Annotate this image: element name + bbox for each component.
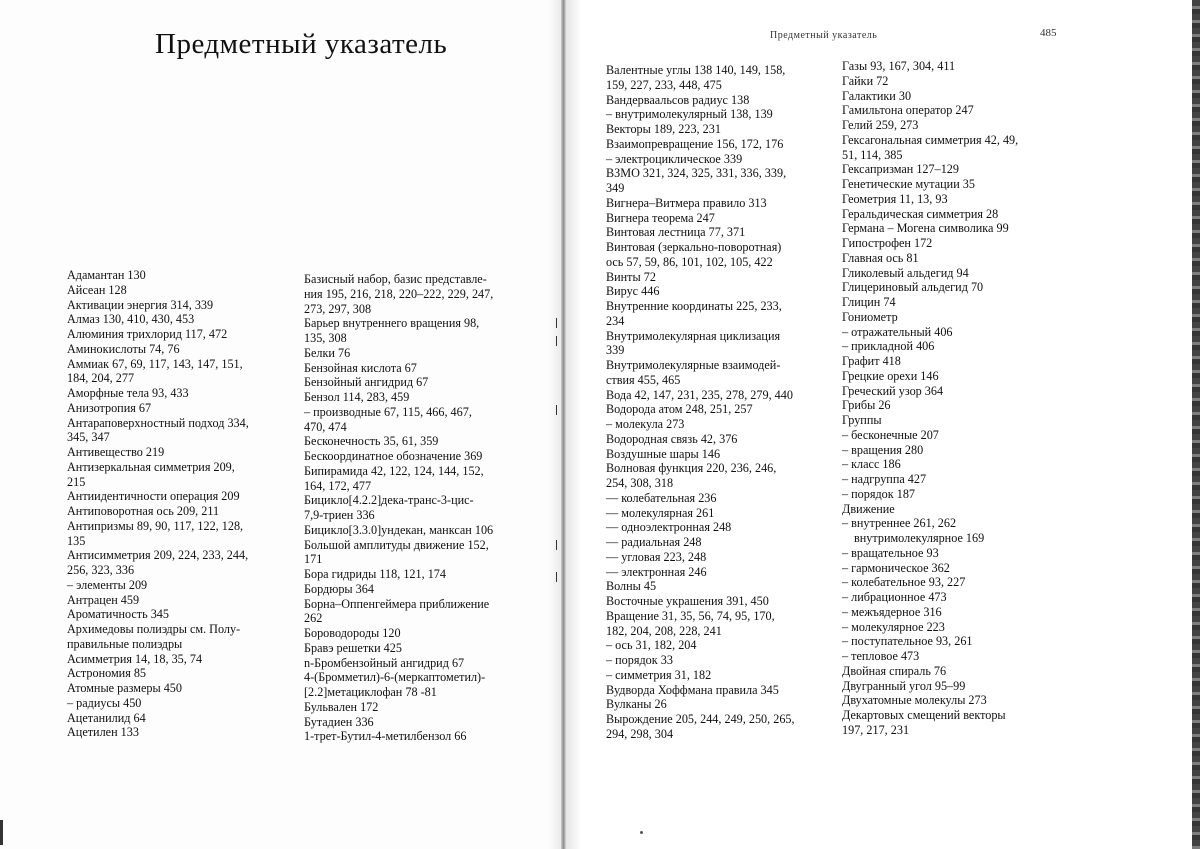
index-subentry: – радиусы 450 [67, 695, 142, 710]
index-subentry: – симметрия 31, 182 [606, 667, 712, 682]
index-subentry: – внутримолекулярный 138, 139 [606, 107, 773, 122]
index-subentry: –– угловая 223, 248 [606, 549, 707, 564]
scan-mark [556, 540, 557, 550]
index-entry: Барьер внутреннего вращения 98, [304, 316, 480, 331]
index-subentry: – электроциклическое 339 [606, 151, 743, 166]
index-entry: Борна–Оппенгеймера приближение [304, 596, 490, 611]
index-subentry: –– молекулярная 261 [606, 505, 715, 520]
index-entry-continuation: 171 [304, 552, 323, 567]
scan-mark [556, 336, 557, 346]
index-entry: Бензойная кислота 67 [304, 360, 417, 375]
index-entry: Адамантан 130 [67, 268, 146, 282]
index-entry: Вода 42, 147, 231, 235, 278, 279, 440 [606, 387, 793, 402]
index-column-1 [67, 268, 287, 740]
index-entry: Аминокислоты 74, 76 [67, 341, 180, 356]
index-entry-continuation: 234 [606, 313, 625, 328]
index-entry: Вигнера–Витмера правило 313 [606, 195, 767, 210]
index-entry: Антисимметрия 209, 224, 233, 244, [67, 548, 249, 563]
index-subentry: – элементы 209 [67, 577, 148, 592]
index-entry: Двойная спираль 76 [842, 663, 947, 678]
index-subentry: – порядок 187 [842, 486, 916, 501]
index-entry: Газы 93, 167, 304, 411 [842, 59, 956, 73]
index-subentry: – прикладной 406 [842, 339, 935, 354]
index-entry: Глицериновый альдегид 70 [842, 280, 984, 295]
index-subentry: – молекулярное 223 [842, 619, 945, 634]
index-entry: Бицикло[4.2.2]дека-транс-3-цис- [304, 493, 474, 508]
index-subentry: – тепловое 473 [842, 649, 920, 663]
index-entry: Атомные размеры 450 [67, 681, 182, 695]
index-subentry: – порядок 33 [606, 653, 673, 667]
index-entry: Внутримолекулярная циклизация [606, 328, 781, 343]
index-subentry: – класс 186 [842, 457, 901, 472]
index-entry: Антипризмы 89, 90, 117, 122, 128, [67, 518, 244, 533]
index-entry: Внутренние координаты 225, 233, [606, 299, 782, 313]
index-column-4 [842, 59, 1070, 738]
index-entry: Бипирамида 42, 122, 124, 144, 152, [304, 463, 484, 478]
index-entry: Большой амплитуды движение 152, [304, 537, 489, 552]
index-entry: Грецкие орехи 146 [842, 368, 939, 383]
index-entry: Аммиак 67, 69, 117, 143, 147, 151, [67, 356, 243, 371]
index-column-2 [304, 272, 526, 744]
index-entry-continuation: 182, 204, 208, 228, 241 [606, 623, 722, 638]
index-entry: Гексагональная симметрия 42, 49, [842, 132, 1019, 147]
index-entry: Декартовых смещений векторы [842, 708, 1006, 722]
index-entry-continuation: [2.2]метациклофан 78 -81 [304, 685, 437, 699]
index-entry: Бицикло[3.3.0]ундекан, манксан 106 [304, 522, 494, 537]
index-column-3 [606, 63, 830, 742]
index-entry: Бордюры 364 [304, 581, 374, 596]
index-entry-continuation: 135 [67, 533, 86, 548]
index-subentry: – бесконечные 207 [842, 427, 939, 442]
index-entry: Графит 418 [842, 354, 901, 368]
index-subentry: – межъядерное 316 [842, 604, 942, 619]
index-entry: Бороводороды 120 [304, 626, 401, 640]
index-entry: Гексапризман 127–129 [842, 162, 959, 177]
index-entry-continuation: 273, 297, 308 [304, 301, 372, 316]
index-subentry: внутримолекулярное 169 [854, 531, 985, 545]
index-subentry: – внутреннее 261, 262 [842, 516, 957, 531]
scan-speck [640, 831, 643, 834]
index-entry-continuation: правильные полиэдры [67, 636, 183, 651]
index-entry-continuation: 345, 347 [67, 430, 110, 445]
page-number: 485 [1040, 27, 1057, 39]
index-entry: Антивещество 219 [67, 445, 165, 459]
index-entry: Алмаз 130, 410, 430, 453 [67, 312, 195, 327]
index-entry: Бесконечность 35, 61, 359 [304, 434, 439, 449]
index-entry: Анизотропия 67 [67, 400, 152, 415]
index-entry: Гамильтона оператор 247 [842, 103, 974, 118]
index-entry-continuation: ствия 455, 465 [606, 372, 681, 387]
index-subentry: – отражательный 406 [842, 324, 953, 339]
index-entry: Взаимопревращение 156, 172, 176 [606, 136, 784, 151]
index-entry: Гониометр [842, 309, 898, 324]
index-entry: Антараповерхностный подход 334, [67, 415, 249, 430]
index-entry: Вандерваальсов радиус 138 [606, 92, 750, 107]
index-subentry: – колебательное 93, 227 [842, 575, 966, 590]
page-title: Предметный указатель [155, 28, 448, 60]
index-entry: Германа – Могена символика 99 [842, 221, 1009, 236]
index-subentry: – ось 31, 182, 204 [606, 638, 697, 653]
index-entry: Астрономия 85 [67, 666, 147, 681]
scan-mark [556, 572, 557, 582]
index-entry: Ацетилен 133 [67, 725, 139, 740]
running-head: Предметный указатель [770, 30, 878, 41]
index-entry: Вирус 446 [606, 284, 660, 299]
index-entry: Винтовая (зеркально-поворотная) [606, 240, 782, 254]
index-entry: Бравэ решетки 425 [304, 640, 402, 655]
index-entry: Аморфные тела 93, 433 [67, 386, 189, 400]
gutter-shadow-left [548, 0, 562, 849]
index-entry: Двухатомные молекулы 273 [842, 693, 987, 708]
index-entry: Антиидентичности операция 209 [67, 489, 240, 504]
index-entry: Антрацен 459 [67, 592, 140, 607]
index-entry: Валентные углы 138 140, 149, 158, [606, 63, 786, 77]
index-subentry: –– колебательная 236 [606, 490, 717, 505]
index-subentry: – гармоническое 362 [842, 560, 950, 575]
index-subentry: – надгруппа 427 [842, 472, 927, 486]
index-entry: Группы [842, 413, 882, 427]
index-entry: 1-трет-Бутил-4-метилбензол 66 [304, 729, 467, 744]
index-entry: Бутадиен 336 [304, 714, 374, 729]
index-entry: Вудворда Хоффмана правила 345 [606, 682, 779, 697]
index-subentry: –– электронная 246 [606, 564, 707, 579]
index-entry-continuation: 294, 298, 304 [606, 726, 674, 741]
left-page [0, 0, 562, 849]
index-entry: Генетические мутации 35 [842, 177, 975, 191]
index-entry: Гелий 259, 273 [842, 118, 919, 132]
index-entry: Антиповоротная ось 209, 211 [67, 504, 220, 518]
index-entry: Вулканы 26 [606, 697, 667, 712]
index-entry: Греческий узор 364 [842, 383, 944, 398]
index-entry: Гликолевый альдегид 94 [842, 265, 969, 280]
index-subentry: – поступательное 93, 261 [842, 634, 973, 649]
index-entry-continuation: 51, 114, 385 [842, 147, 903, 162]
index-entry-continuation: 135, 308 [304, 331, 347, 345]
index-entry-continuation: 184, 204, 277 [67, 371, 135, 386]
page-edge-right [1192, 0, 1200, 849]
index-entry: Водорода атом 248, 251, 257 [606, 402, 753, 417]
index-entry: Галактики 30 [842, 88, 912, 103]
index-entry-continuation: 215 [67, 474, 86, 489]
index-entry: Восточные украшения 391, 450 [606, 594, 769, 608]
index-subentry: – молекула 273 [606, 417, 685, 431]
index-entry-continuation: 349 [606, 181, 625, 195]
page-edge-left [0, 820, 3, 845]
index-entry-continuation: 254, 308, 318 [606, 476, 674, 490]
index-entry: Винты 72 [606, 269, 656, 284]
index-subentry: –– одноэлектронная 248 [606, 520, 732, 535]
index-entry: Винтовая лестница 77, 371 [606, 225, 746, 240]
index-entry: n-Бромбензойный ангидрид 67 [304, 655, 465, 670]
index-entry: Движение [842, 501, 895, 516]
scan-mark [556, 318, 557, 328]
index-entry: Антизеркальная симметрия 209, [67, 459, 235, 474]
index-entry-continuation: 256, 323, 336 [67, 563, 135, 577]
index-entry: Бензол 114, 283, 459 [304, 390, 410, 404]
index-subentry: – вращательное 93 [842, 545, 939, 560]
index-entry: Вырождение 205, 244, 249, 250, 265, [606, 712, 795, 726]
index-entry: Внутримолекулярные взаимодей- [606, 358, 781, 372]
index-entry: Глицин 74 [842, 295, 896, 309]
index-entry-continuation: 470, 474 [304, 419, 347, 434]
index-entry: ВЗМО 321, 324, 325, 331, 336, 339, [606, 166, 787, 181]
index-subentry: –– радиальная 248 [606, 535, 702, 549]
index-entry: Бескоординатное обозначение 369 [304, 449, 483, 463]
index-entry: Главная ось 81 [842, 250, 919, 265]
index-entry: Алюминия трихлорид 117, 472 [67, 327, 228, 341]
scan-mark [556, 405, 557, 415]
index-entry: Ароматичность 345 [67, 607, 169, 622]
index-subentry: – производные 67, 115, 466, 467, [304, 404, 472, 419]
index-entry: Грибы 26 [842, 398, 891, 413]
index-entry: Бензойный ангидрид 67 [304, 375, 429, 390]
index-entry: Вигнера теорема 247 [606, 210, 715, 225]
index-entry: Бора гидриды 118, 121, 174 [304, 567, 446, 581]
index-entry-continuation: ось 57, 59, 86, 101, 102, 105, 422 [606, 254, 773, 269]
index-entry: Бульвален 172 [304, 699, 379, 714]
index-entry: Волны 45 [606, 579, 657, 594]
index-entry: Базисный набор, базис представле- [304, 272, 487, 286]
index-entry: Волновая функция 220, 236, 246, [606, 461, 777, 476]
index-entry: Асимметрия 14, 18, 35, 74 [67, 651, 203, 666]
index-entry: Ацетанилид 64 [67, 710, 146, 725]
index-subentry: – либрационное 473 [842, 590, 947, 604]
index-entry: Воздушные шары 146 [606, 446, 721, 461]
index-entry: Двугранный угол 95–99 [842, 678, 966, 693]
index-entry: Активации энергия 314, 339 [67, 297, 214, 312]
index-entry: Геометрия 11, 13, 93 [842, 191, 948, 206]
index-entry-continuation: ния 195, 216, 218, 220–222, 229, 247, [304, 286, 494, 301]
index-entry-continuation: 197, 217, 231 [842, 722, 910, 737]
index-subentry: – вращения 280 [842, 442, 924, 457]
index-entry: Вращение 31, 35, 56, 74, 95, 170, [606, 608, 775, 623]
index-entry-continuation: 339 [606, 343, 625, 358]
index-entry: Архимедовы полиэдры см. Полу- [67, 622, 241, 636]
index-entry: Геральдическая симметрия 28 [842, 206, 999, 221]
index-entry-continuation: 164, 172, 477 [304, 478, 372, 493]
index-entry: Айсеан 128 [67, 282, 127, 297]
index-entry-continuation: 159, 227, 233, 448, 475 [606, 77, 722, 92]
index-entry: Водородная связь 42, 376 [606, 431, 738, 446]
index-entry: Белки 76 [304, 345, 351, 360]
index-entry-continuation: 262 [304, 611, 323, 626]
index-entry: 4-(Бромметил)-6-(меркаптометил)- [304, 670, 486, 685]
index-entry: Векторы 189, 223, 231 [606, 122, 721, 136]
index-entry: Гипострофен 172 [842, 236, 933, 250]
index-entry: Гайки 72 [842, 73, 889, 88]
index-entry-continuation: 7,9-триен 336 [304, 508, 375, 522]
